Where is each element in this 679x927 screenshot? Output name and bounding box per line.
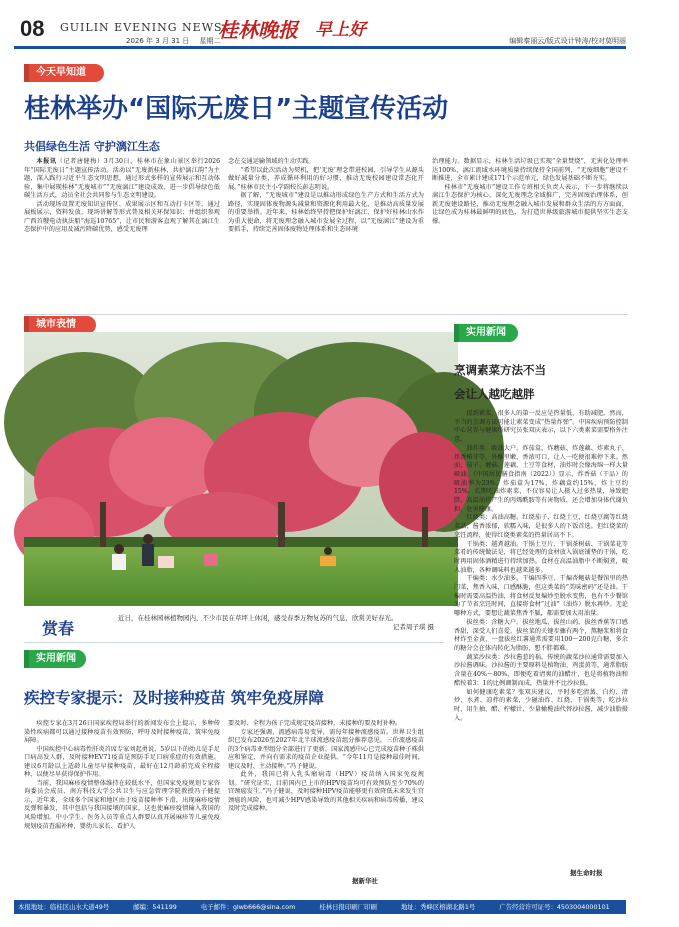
footer-postcode: 邮编：541199 [133, 903, 177, 911]
issue-date: 2026 年 3 月 31 日 [126, 37, 190, 45]
main-article-column-1 [24, 158, 220, 310]
paragraph: 红烧类：高油高糖。红烧茄子、红烧土豆、红烧豆腐等红烧菜品，酱香浓郁，软糯入味，是很多人的下饭首选。但红烧菜的烹饪流程，使得红烧类素菜的热量居高不下。 [454, 514, 628, 539]
vaccine-article-column-2 [228, 720, 424, 870]
section-divider [24, 642, 444, 643]
issue-weekday: 星期二 [199, 37, 221, 45]
diet-article-body [454, 410, 628, 856]
paragraph: 疾控专家在3月26日国家疾控局举行的新闻发布会上提示，多种传染性疾病都可以通过接种疫苗有效预防，呼吁及时接种疫苗，筑牢免疫屏障。 [24, 720, 220, 745]
main-article-column-2 [228, 158, 424, 310]
main-subheadline: 共倡绿色生活 守护漓江生态 [24, 140, 160, 153]
paragraph: 蔬菜沙拉类：沙拉酱惹的祸。传统的蔬菜沙拉通常需要加入沙拉酱调味。沙拉酱的主要原料是植物油、鸡蛋黄等，通常脂肪含量在40%～80%，即便吃着清爽的油醋汁，也是将植物油和醋按着3：1的比例调制而成，热量并不比沙拉低。 [454, 653, 628, 687]
paragraph: 念在交通运输领域的生动实践。 [228, 158, 315, 165]
masthead-divider [14, 46, 626, 49]
park-scene-illustration [24, 332, 458, 606]
paragraph: 专家还强调，流感病毒易变异，需每年接种流感疫苗。世界卫生组织已发布2026至2027年北半球流感疫苗组分推荐意见，三价流感疫苗的3个病毒亚型组分全部进行了更新。国家流感中心已完成疫苗种子株供应和鉴定，并向有需求的疫苗企业提供。“今年11月是接种最佳时间，建议及时、主动接种。”冯子健说。 [228, 728, 424, 770]
photo-label: 赏春 [42, 619, 75, 638]
diet-headline-line-1: 烹调素菜方法不当 [454, 363, 546, 377]
photo-credit: 记者周子琪 摄 [392, 623, 434, 631]
section-divider [24, 314, 628, 315]
spring-park-photo [24, 332, 458, 606]
paragraph: 油炸类：吸油大户。炸茄盒、炸蘑菇、炸莲藕、炸素丸子、炸香椿芽等，外酥里嫩、香浓可口，让人一吃便很难停下来。然而，茄子、蘑菇、莲藕、土豆等食材，油炸时会像海绵一样大量吸油。《中国居民膳食指南（2022）》显示，炸香菇（干品）的吸油率为23%，炸茄盒为17%，炸藕盒约15%，炸土豆约15%。长期吃油炸素菜，不仅容易让人摄入过多热量，导致肥胖，高温油炸产生的丙烯酰胺等有害物质，还会增加身体代谢负担，危害健康。 [454, 444, 628, 513]
dateline [126, 36, 229, 46]
paragraph: 3月30日，桂林市在象山景区举行2026年“国际无废日”主题宣传活动。活动以“无废新桂林，共护漓江韵”为主题，深入践行习近平生态文明思想，通过形式多样的宣传展示和互动体验，集中展现桂林“无废城市”“无废漓江”建设成效，进一步倡导绿色低碳生活方式，动员全社会共同参与生态文明建设。 [24, 158, 221, 200]
main-article-column-3 [432, 158, 628, 310]
paragraph: 活动现场设置无废知识宣传区、成果展示区和互动打卡区等，通过展板展示、资料发放、现场讲解等形式普及相关环保知识；并组织参观广西首艘电动执法船“海巡10765”，让市民和游客直观了解其在漓江生态保护中的应用及减污降碳优势，感受无废理 [24, 200, 220, 234]
byline: 本报讯 [36, 158, 57, 165]
caption-text: 近日，在桂林园林植物园内，不少市民在草坪上休闲，感受春季万物复苏的气息，欣赏美好春光。 [118, 614, 398, 622]
paper-name-en: GUILIN EVENING NEWS [60, 21, 223, 34]
vaccine-article-source: 据新华社 [352, 877, 378, 885]
vaccine-article-column-1 [24, 720, 220, 884]
paragraph: 桂林市“无废城市”建设工作专班相关负责人表示，下一步将继续以漓江生态保护为核心，深化无废理念全域推广，完善固废治理体系，创新无废建设路径，推动无废理念融入城市发展和群众生活的方方面面，让绿色成为桂林最鲜明的底色，为打造世界级旅游城市提供坚实生态支撑。 [432, 183, 628, 225]
paragraph: 中国疾控中心病毒性肝炎首席专家刘起勇说，5岁以下的幼儿是手足口病高发人群，及时接种EV71疫苗是预防手足口病重症的有效措施。建议6月龄以上适龄儿童尽早接种疫苗，最好在12月龄前完成全程接种，以便尽早获得保护作用。 [24, 745, 220, 779]
vaccine-headline: 疾控专家提示：及时接种疫苗 筑牢免疫屏障 [24, 689, 324, 707]
main-headline: 桂林举办“国际无废日”主题宣传活动 [24, 94, 449, 124]
paragraph: 干煸类：水少油多。干煸四季豆、干煸杏鲍菇是餐馆里的热门菜，焦香入味，口感酥脆，但这类菜的“美味密码”还是油。干煸时需要高温热油，将食材反复煸炒至脱水变焦，也有不少餐馆为了节省烹饪时间，直接将食材“过油”（油炸）脱水再炒。无论哪种方式，要想让蔬菜焦香不腻，都需要加大用油量。 [454, 575, 628, 618]
footer-address: 本报地址：临桂区山水大道49号 [18, 903, 110, 911]
paragraph: 要及时、全程为孩子完成规定疫苗接种，未接种的要及时补种。 [228, 720, 402, 727]
paragraph: 治理能力。数据显示，桂林生活垃圾已实现“全量焚烧”，无害化处理率达100%，漓江流域水环境质量持续保持全国前列，“无废细胞”建设不断推进，全市累计建成171个示范单元，绿色发展基础不断夯实。 [432, 158, 628, 183]
paragraph: “希望以此次活动为契机，把‘无废’理念带进校园，引导学生从源头做好减量分类，养成循环利用的好习惯，推动无废校园建设常态化开展。”桂林市民主小学副校长彭志明说。 [228, 166, 424, 191]
paragraph: 此外，我国已将人乳头瘤病毒（HPV）疫苗纳入国家免疫规划。“研究证实，目前国内已上市的HPV疫苗均可有效预防至少70%的宫颈癌发生。”冯子健说，及时接种HPV疫苗能够更有效降低未来发生宫颈癌的风险，也可减少HPV感染导致的其他相关疾病和病毒传播，建议及时完成接种。 [228, 771, 424, 813]
section-ribbon-today: 今天早知道 [24, 64, 104, 82]
masthead [0, 0, 640, 50]
footer-email: 电子邮件：glwb666@sina.com [200, 903, 296, 911]
diet-article-source: 据生命时报 [570, 869, 603, 877]
paragraph: 拔丝类：含糖大户。拔丝地瓜、拔丝山药、拔丝香蕉等口感香甜，深受人们喜爱。拔丝菜的关键步骤有两个，熬糖浆和将食材炸至金黄，一盘拔丝红薯通常需要用100～200克白糖，多余的糖分会在体内转化为脂肪，想不胖都难。 [454, 618, 628, 652]
paragraph: 当前，我国麻疹疫情整体维持在较低水平，但国家免疫规划专家咨询委员会成员、南方科技大学公共卫生与应急管理学院教授冯子健提示，近年来，全球多个国家和地区由于疫苗接种率下滑，出现麻疹疫情反弹和暴发，其中包括与我国接壤的国家，这也使麻疹疫情输入我国的风险增加。中小学生、医务人员等重点人群要认真开展麻疹等儿童免疫规划疫苗查漏补种，婴幼儿家长、看护人 [24, 779, 220, 830]
edition-name: 早上好 [315, 20, 366, 40]
section-ribbon-practical-right: 实用新闻 [454, 324, 518, 342]
footer-printer-address: 地址：秀峰区榕湖北路1号 [400, 903, 476, 911]
section-ribbon-city: 城市表情 [24, 316, 96, 334]
footer-ad-license: 广告经营许可证号：4503004000101 [499, 903, 610, 911]
footer-printer: 桂林日报印刷厂印刷 [319, 903, 377, 911]
diet-headline-line-2: 会让人越吃越胖 [454, 387, 535, 401]
paragraph: 提到素菜，很多人的第一反应是热量低，有助减肥。然而，不当的烹调方法可能让素菜变成“热量炸弹”。中国疾病预防控制中心营养与健康所研究员张双庆表示，以下六类素菜需要格外注意。 [454, 410, 628, 444]
byline-reporter: （记者唐健梅） [56, 158, 104, 165]
page-number: 08 [20, 16, 45, 41]
imprint-footer [14, 900, 658, 914]
section-ribbon-practical-left: 实用新闻 [24, 650, 86, 668]
paragraph: 据了解，“无废城市”建设是以推动形成绿色生产方式和生活方式为路径，实现固体废物源头减量和资源化利用最大化，是推动高质量发展的重要举措。近年来，桂林始终坚持把保护好漓江、保护好桂林山水作为重大使命，将无废理念融入城市发展全过程，以“无废漓江”建设为重要抓手，持续完善固体废物处理体系和生态环境 [228, 192, 424, 234]
photo-caption [118, 614, 434, 632]
paragraph: 干锅类：越煮越油。干锅土豆片、干锅茶树菇、干锅菜花等菜肴的传统做法是，将已经处理的食材放入锅底铺垫的干锅，吃时再用固体酒精进行持续加热。食材在高温油脂中不断焖煮，吸入油脂，各种调味料也越来越多。 [454, 540, 628, 574]
paragraph: 如何健康吃素菜？张双庆建议，平时多吃清蒸、白灼、清炒、水煮、凉拌的素菜，少碰油炸、红烧、干锅类等，吃沙拉时，用生抽、醋、柠檬汁、少量橄榄油代替沙拉酱，减少油脂摄入。 [454, 688, 628, 722]
editor-credits: 编辑秦丽云/版式设计钟涛/校对莫明丽 [509, 37, 626, 45]
footer-price: 每份1元 [633, 903, 658, 911]
paper-logo: 桂林晚报 [218, 18, 298, 42]
